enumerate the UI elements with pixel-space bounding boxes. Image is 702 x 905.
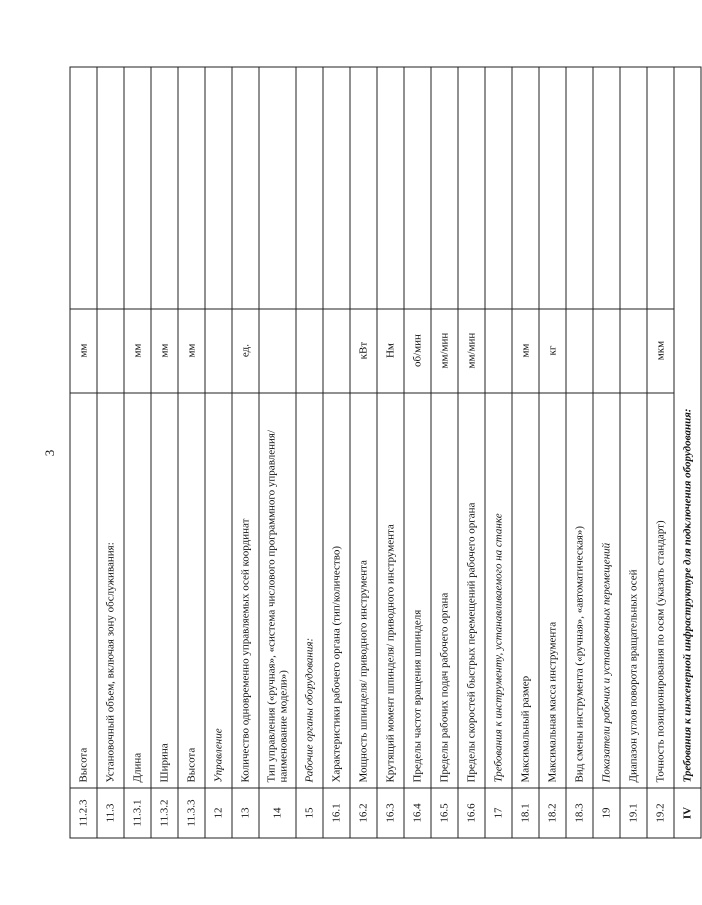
row-unit	[259, 308, 296, 392]
row-unit: мм	[178, 308, 205, 392]
row-number: 16.1	[323, 788, 350, 838]
table-row	[404, 67, 431, 838]
table-row	[205, 67, 232, 838]
row-unit: мм	[151, 308, 178, 392]
table-row	[458, 67, 485, 838]
row-number: 18.1	[512, 788, 539, 838]
specification-table	[70, 66, 702, 838]
row-number: 12	[205, 788, 232, 838]
row-name: Характеристики рабочего органа (тип/количество)	[323, 392, 350, 788]
table-row	[539, 67, 566, 838]
row-unit	[593, 308, 620, 392]
row-value	[593, 67, 620, 309]
table-row	[151, 67, 178, 838]
row-name: Длина	[124, 392, 151, 788]
row-unit	[97, 308, 124, 392]
row-number: 16.4	[404, 788, 431, 838]
row-value	[539, 67, 566, 309]
row-name: Управление	[205, 392, 232, 788]
row-name: Показатели рабочих и установочных перемещений	[593, 392, 620, 788]
row-number: 16.6	[458, 788, 485, 838]
row-name: Требования к инструменту, устанавливаемого на станке	[485, 392, 512, 788]
row-name: Крутящий момент шпинделя/ приводного инструмента	[377, 392, 404, 788]
table-row	[178, 67, 205, 838]
row-value	[296, 67, 323, 309]
table-row	[593, 67, 620, 838]
row-number: 16.2	[350, 788, 377, 838]
row-value	[350, 67, 377, 309]
table-row	[296, 67, 323, 838]
row-value	[512, 67, 539, 309]
row-name: Ширина	[151, 392, 178, 788]
table-row	[674, 67, 701, 838]
row-name: Вид смены инструмента («ручная», «автоматическая»)	[566, 392, 593, 788]
row-number: 11.3.2	[151, 788, 178, 838]
row-unit	[296, 308, 323, 392]
row-number: 18.2	[539, 788, 566, 838]
row-number: 11.3	[97, 788, 124, 838]
table-row	[647, 67, 674, 838]
row-unit	[485, 308, 512, 392]
table-row	[485, 67, 512, 838]
row-number: 19	[593, 788, 620, 838]
row-name: Пределы частот вращения шпинделя	[404, 392, 431, 788]
row-value	[151, 67, 178, 309]
row-value	[620, 67, 647, 309]
row-name: Высота	[70, 392, 97, 788]
row-name: Максимальная масса инструмента	[539, 392, 566, 788]
row-unit: мм/мин	[458, 308, 485, 392]
row-value	[377, 67, 404, 309]
row-name: Установочный объем, включая зону обслуживания:	[97, 392, 124, 788]
row-name: Максимальный размер	[512, 392, 539, 788]
row-name: Пределы скоростей быстрых перемещений рабочего органа	[458, 392, 485, 788]
row-unit: кВт	[350, 308, 377, 392]
row-number: 17	[485, 788, 512, 838]
row-value	[70, 67, 97, 309]
row-unit: об/мин	[404, 308, 431, 392]
row-number: 11.3.1	[124, 788, 151, 838]
row-value	[458, 67, 485, 309]
row-value	[97, 67, 124, 309]
specification-sheet	[70, 66, 694, 838]
table-row	[124, 67, 151, 838]
table-row	[566, 67, 593, 838]
row-number: 15	[296, 788, 323, 838]
row-unit: Нм	[377, 308, 404, 392]
table-row	[512, 67, 539, 838]
row-name: Точность позиционирования по осям (указать стандарт)	[647, 392, 674, 788]
table-row	[431, 67, 458, 838]
row-name: Диапазон углов поворота вращательных осей	[620, 392, 647, 788]
row-value	[205, 67, 232, 309]
row-value	[259, 67, 296, 309]
table-row	[97, 67, 124, 838]
table-row	[620, 67, 647, 838]
row-name: Рабочие органы оборудования:	[296, 392, 323, 788]
row-unit: мм	[70, 308, 97, 392]
row-value	[323, 67, 350, 309]
row-number: 19.1	[620, 788, 647, 838]
row-unit: ед.	[232, 308, 259, 392]
table-row	[377, 67, 404, 838]
row-unit: кг	[539, 308, 566, 392]
row-unit	[205, 308, 232, 392]
row-number: 19.2	[647, 788, 674, 838]
page-number: 3	[42, 449, 57, 457]
row-unit	[323, 308, 350, 392]
row-number: 13	[232, 788, 259, 838]
row-number: IV	[674, 788, 701, 838]
row-unit: мм	[512, 308, 539, 392]
row-value	[647, 67, 674, 309]
row-number: 18.3	[566, 788, 593, 838]
row-unit	[566, 308, 593, 392]
table-row	[259, 67, 296, 838]
row-name: Мощность шпинделя/ приводного инструмента	[350, 392, 377, 788]
row-number: 11.3.3	[178, 788, 205, 838]
row-unit	[620, 308, 647, 392]
row-name: Тип управления («ручная», «система числового программного управления/наименование модели»)	[259, 392, 296, 788]
section-heading: Требования к инженерной инфраструктуре для подключения оборудования:	[674, 67, 701, 788]
row-value	[566, 67, 593, 309]
row-number: 11.2.3	[70, 788, 97, 838]
row-unit: мкм	[647, 308, 674, 392]
row-name: Высота	[178, 392, 205, 788]
row-value	[232, 67, 259, 309]
row-number: 16.5	[431, 788, 458, 838]
row-number: 14	[259, 788, 296, 838]
row-name: Пределы рабочих подач рабочего органа	[431, 392, 458, 788]
row-value	[485, 67, 512, 309]
table-row	[70, 67, 97, 838]
table-row	[350, 67, 377, 838]
row-unit: мм	[124, 308, 151, 392]
row-value	[178, 67, 205, 309]
row-unit: мм/мин	[431, 308, 458, 392]
row-number: 16.3	[377, 788, 404, 838]
row-value	[124, 67, 151, 309]
row-value	[431, 67, 458, 309]
table-row	[232, 67, 259, 838]
row-value	[404, 67, 431, 309]
row-name: Количество одновременно управляемых осей координат	[232, 392, 259, 788]
table-row	[323, 67, 350, 838]
